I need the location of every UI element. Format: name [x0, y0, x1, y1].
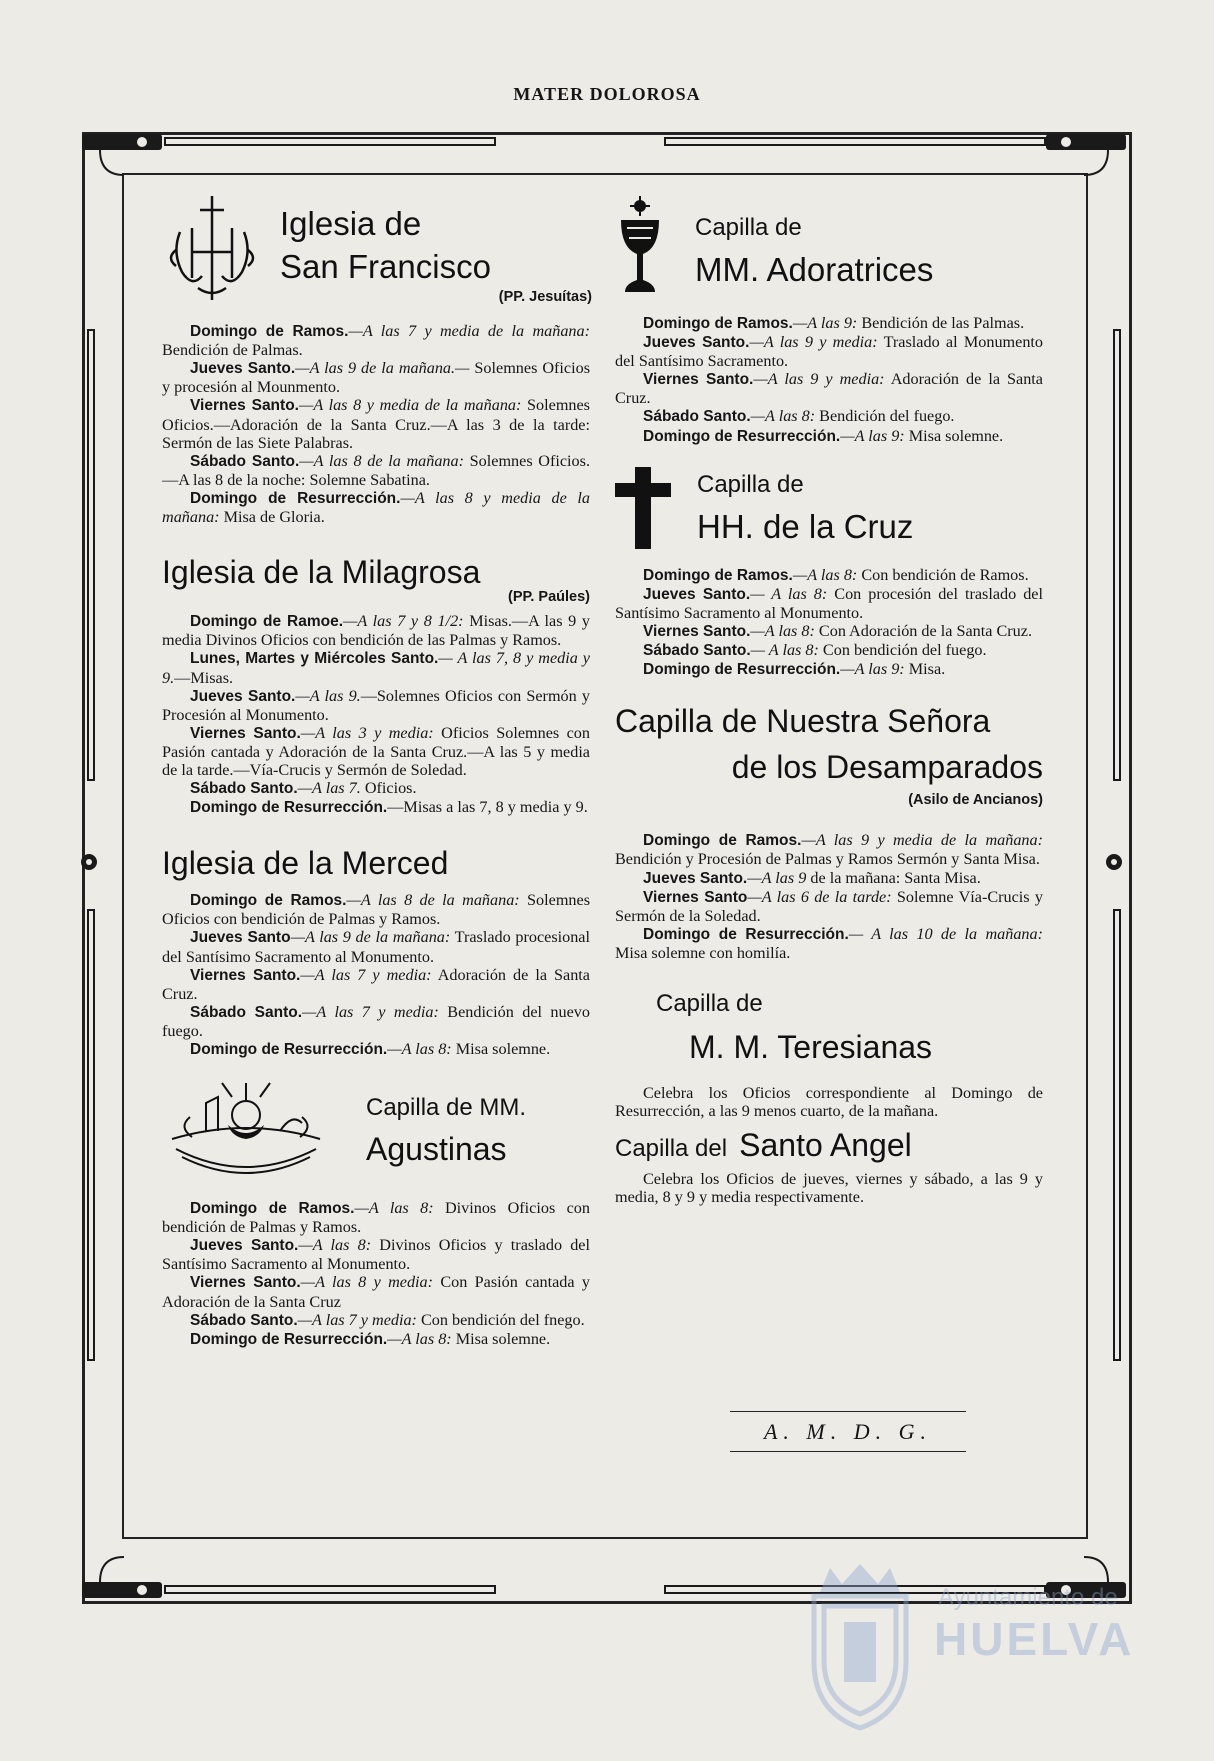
- schedule-entry: Viernes Santo.—A las 3 y media: Oficios Solemnes con Pasión cantada y Adoración de la Santa Cruz.—A las 5 y media de la tarde.—Vía-Crucis y Sermón de Soledad.: [162, 723, 590, 779]
- santo-angel-title-small: Capilla del: [615, 1135, 728, 1163]
- cruz-title-line1: Capilla de: [697, 470, 804, 498]
- adoratrices-title-line2: MM. Adoratrices: [695, 251, 934, 288]
- watermark-line2: HUELVA: [934, 1613, 1135, 1665]
- watermark-line1: Ayuntamiento de: [938, 1584, 1118, 1611]
- santo-angel-description: Celebra los Oficios de jueves, viernes y sábado, a las 9 y media, 8 y 9 y media respectivamente.: [615, 1170, 1043, 1207]
- schedule-entry: Domingo de Ramos.—A las 8 de la mañana: Solemnes Oficios con bendición de Palmas y Ramos.: [162, 891, 590, 929]
- schedule-entry: Domingo de Ramos.—A las 8: Con bendición de Ramos.: [643, 565, 1029, 584]
- adoratrices-heading: [615, 196, 1043, 306]
- schedule-entry: Jueves Santo.—A las 9.—Solemnes Oficios con Sermón y Procesión al Monumento.: [162, 686, 590, 724]
- san-francisco-title-line1: Iglesia de: [280, 205, 422, 242]
- desamparados-order: (Asilo de Ancianos): [908, 792, 1043, 809]
- page-header: MATER DOLOROSA: [513, 84, 701, 104]
- agustinas-title-line1: Capilla de MM.: [366, 1094, 527, 1122]
- schedule-entry: Viernes Santo.—A las 9 y media: Adoración de la Santa Cruz.: [615, 370, 1043, 408]
- santo-angel-title-big: Santo Angel: [739, 1127, 912, 1164]
- schedule-entry: Domingo de Ramoe.—A las 7 y 8 1/2: Misas.—A las 9 y media Divinos Oficios con bendición de las Palmas y Ramos.: [162, 612, 590, 650]
- cross-icon: [615, 467, 671, 549]
- schedule-entry: Viernes Santo.—A las 7 y media: Adoración de la Santa Cruz.: [162, 965, 590, 1003]
- right-column: [615, 196, 1043, 1206]
- schedule-entry: Domingo de Resurrección.—A las 8 y media de la mañana: Misa de Gloria.: [162, 488, 591, 527]
- schedule-entry: Domingo de Resurrección.—A las 8: Misa solemne.: [190, 1040, 551, 1058]
- merced-title: Iglesia de la Merced: [162, 845, 449, 882]
- san-francisco-order: (PP. Jesuítas): [498, 289, 592, 305]
- schedule-entry: Domingo de Resurrección.—A las 9: Misa solemne.: [643, 426, 1004, 445]
- teresianas-title-line1: Capilla de: [656, 989, 763, 1017]
- schedule-entry: Sábado Santo.—A las 8 de la mañana: Solemnes Oficios.—A las 8 de la noche: Solemne Sabatina.: [162, 451, 590, 489]
- cruz-heading: [615, 466, 1043, 550]
- schedule-entry: Domingo de Ramos.—A las 7 y media de la mañana: Bendición de Palmas.: [162, 322, 590, 360]
- san-francisco-schedule: [162, 322, 590, 526]
- schedule-entry: Sábado Santo.—A las 7. Oficios.: [190, 779, 417, 798]
- schedule-entry: Viernes Santo.—A las 8 y media de la mañana: Solemnes Oficios.—Adoración de la Santa Cruz.—A las 3 de la tarde: Sermón de las Siete Palabras.: [162, 396, 590, 452]
- desamparados-schedule: [615, 831, 1043, 962]
- ihs-monogram-icon: [162, 192, 262, 304]
- desamparados-title-line2: de los Desamparados: [731, 749, 1043, 786]
- adoratrices-schedule: [615, 314, 1043, 446]
- schedule-entry: Viernes Santo.—A las 8 y media: Con Pasión cantada y Adoración de la Santa Cruz: [162, 1273, 590, 1311]
- agustinas-title-line2: Agustinas: [366, 1131, 507, 1168]
- schedule-entry: Viernes Santo.—A las 8: Con Adoración de la Santa Cruz.: [643, 621, 1033, 640]
- left-column: [162, 192, 590, 1349]
- agustinas-schedule: [162, 1199, 590, 1349]
- desamparados-title-line1: Capilla de Nuestra Señora: [615, 703, 991, 740]
- teresianas-description: Celebra los Oficios correspondiente al Domingo de Resurrección, a las 9 menos cuarto, de la mañana.: [615, 1083, 1043, 1121]
- schedule-entry: Sábado Santo.— A las 8: Con bendición del fuego.: [643, 641, 987, 660]
- schedule-entry: Lunes, Martes y Miércoles Santo.— A las 7, 8 y media y 9.—Misas.: [162, 649, 590, 687]
- huelva-coat-of-arms-icon: [800, 1562, 920, 1732]
- schedule-entry: Domingo de Resurrección.—A las 9: Misa.: [643, 660, 946, 679]
- santo-angel-heading: [615, 1127, 1043, 1164]
- schedule-entry: Jueves Santo.—A las 9 de la mañana.— Solemnes Oficios y procesión al Mounmento.: [162, 359, 590, 397]
- schedule-entry: Viernes Santo—A las 6 de la tarde: Solemne Vía-Crucis y Sermón de la Soledad.: [615, 887, 1043, 925]
- schedule-entry: Jueves Santo.—A las 9 y media: Traslado al Monumento del Santísimo Sacramento.: [615, 333, 1043, 371]
- schedule-entry: Jueves Santo.—A las 8: Divinos Oficios y traslado del Santísimo Sacramento al Monumento.: [162, 1236, 590, 1274]
- schedule-entry: Jueves Santo.—A las 9 de la mañana: Santa Misa.: [643, 868, 981, 887]
- schedule-entry: Domingo de Ramos.—A las 8: Divinos Oficios con bendición de Palmas y Ramos.: [162, 1199, 590, 1237]
- schedule-entry: Sábado Santo.—A las 7 y media: Con bendición del fnego.: [190, 1310, 585, 1329]
- schedule-entry: Domingo de Resurrección.— A las 10 de la mañana: Misa solemne con homilía.: [615, 924, 1043, 962]
- milagrosa-title: Iglesia de la Milagrosa: [162, 554, 481, 591]
- schedule-entry: Sábado Santo.—A las 7 y media: Bendición del nuevo fuego.: [162, 1002, 590, 1040]
- milagrosa-order: (PP. Paúles): [508, 589, 590, 606]
- cruz-schedule: [615, 566, 1043, 680]
- milagrosa-schedule: [162, 612, 590, 817]
- schedule-entry: Domingo de Ramos.—A las 9 y media de la mañana: Bendición y Procesión de Palmas y Ramos Sermón y Santa Misa.: [615, 831, 1043, 869]
- cruz-title-line2: HH. de la Cruz: [697, 507, 914, 545]
- schedule-entry: Sábado Santo.—A las 8: Bendición del fuego.: [643, 407, 955, 426]
- schedule-entry: Domingo de Resurrección.—Misas a las 7, 8 y media y 9.: [190, 798, 588, 817]
- san-francisco-title-line2: San Francisco: [280, 248, 491, 285]
- schedule-entry: Domingo de Resurrección.—A las 8: Misa solemne.: [190, 1329, 551, 1348]
- schedule-entry: Jueves Santo.— A las 8: Con procesión del traslado del Santísimo Sacramento al Monumento.: [615, 584, 1043, 622]
- schedule-entry: Domingo de Ramos.—A las 9: Bendición de las Palmas.: [643, 314, 1025, 332]
- adoratrices-title-line1: Capilla de: [695, 214, 802, 241]
- teresianas-title-line2: M. M. Teresianas: [689, 1028, 933, 1065]
- schedule-entry: Jueves Santo—A las 9 de la mañana: Traslado procesional del Santísimo Sacramento al Monumento.: [162, 928, 590, 966]
- amdg-closing: A. M. D. G.: [730, 1411, 966, 1452]
- agustinas-heading: [162, 1077, 590, 1187]
- augustinian-emblem-icon: [162, 1077, 330, 1187]
- huelva-watermark: [800, 1562, 1180, 1732]
- chalice-icon: [615, 196, 665, 306]
- merced-schedule: [162, 891, 590, 1059]
